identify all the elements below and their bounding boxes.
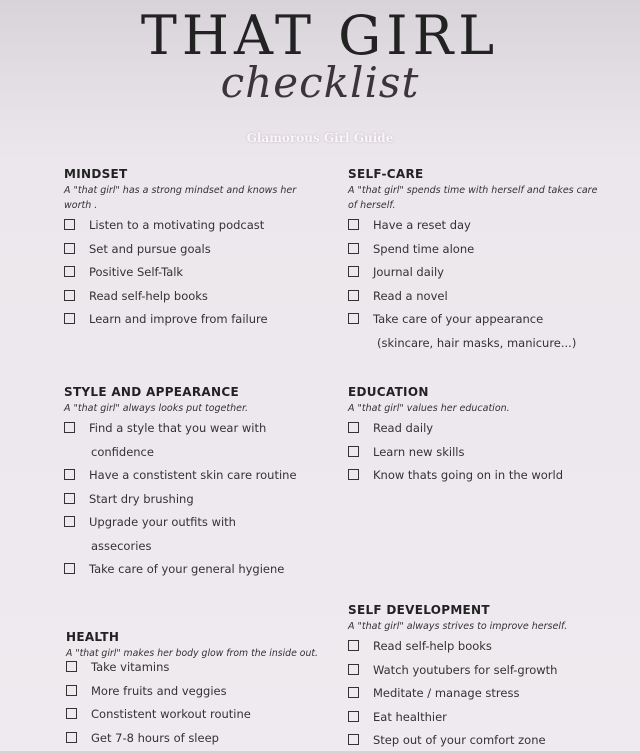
- checklist-item[interactable]: [64, 261, 314, 285]
- checkbox[interactable]: [348, 687, 359, 698]
- checklist-item[interactable]: [348, 635, 618, 659]
- checkbox[interactable]: [64, 563, 75, 574]
- section-health: [66, 628, 336, 750]
- checklist-item[interactable]: [64, 417, 324, 441]
- item-label: More fruits and veggies: [91, 683, 227, 698]
- checkbox[interactable]: [348, 664, 359, 675]
- checklist-item[interactable]: [348, 308, 618, 332]
- item-label: Watch youtubers for self-growth: [373, 662, 558, 677]
- checklist-item[interactable]: [348, 464, 618, 488]
- section-style-appearance: [64, 383, 324, 582]
- checklist-item[interactable]: [66, 680, 336, 704]
- item-label: Read a novel: [373, 288, 448, 303]
- checkbox[interactable]: [348, 469, 359, 480]
- item-label: Take care of your general hygiene: [89, 562, 285, 576]
- item-label: Constistent workout routine: [91, 707, 251, 721]
- checklist-item[interactable]: [348, 682, 618, 706]
- checkbox[interactable]: [348, 422, 359, 433]
- item-label: Have a reset day: [373, 218, 471, 232]
- section-heading: HEALTH: [66, 630, 120, 644]
- section-mindset: [64, 165, 314, 332]
- checklist-item[interactable]: [348, 214, 618, 238]
- item-label: Spend time alone: [373, 241, 475, 256]
- checklist-item[interactable]: [348, 285, 618, 309]
- item-label: Read self-help books: [89, 288, 208, 303]
- item-label: Step out of your comfort zone: [373, 733, 546, 747]
- checkbox[interactable]: [66, 661, 77, 672]
- item-label: Meditate / manage stress: [373, 686, 520, 700]
- checkbox[interactable]: [64, 422, 75, 433]
- checkbox[interactable]: [66, 685, 77, 696]
- item-label: Listen to a motivating podcast: [89, 218, 265, 232]
- section-self-care: [348, 165, 618, 355]
- checklist-item[interactable]: [348, 441, 618, 465]
- checklist-item[interactable]: [64, 558, 324, 582]
- item-label: Know thats going on in the world: [373, 468, 564, 482]
- section-description: A "that girl" always looks put together.: [64, 403, 249, 414]
- checkbox[interactable]: [348, 266, 359, 277]
- checklist-item[interactable]: [348, 729, 618, 753]
- checkbox[interactable]: [64, 219, 75, 230]
- section-heading: SELF DEVELOPMENT: [348, 603, 490, 617]
- checkbox[interactable]: [348, 313, 359, 324]
- checklist-item[interactable]: [64, 308, 314, 332]
- section-heading: STYLE AND APPEARANCE: [64, 385, 239, 399]
- checklist-item[interactable]: [64, 488, 324, 512]
- checkbox[interactable]: [348, 290, 359, 301]
- item-label: Journal daily: [373, 265, 444, 279]
- checklist-item[interactable]: [64, 511, 324, 535]
- section-heading: MINDSET: [64, 167, 128, 181]
- section-heading: SELF-CARE: [348, 167, 424, 181]
- checklist-item[interactable]: [64, 464, 324, 488]
- checkbox[interactable]: [66, 708, 77, 719]
- checkbox[interactable]: [64, 493, 75, 504]
- item-label: Positive Self-Talk: [89, 265, 184, 279]
- item-continuation: assecories: [91, 538, 152, 553]
- item-continuation: confidence: [91, 444, 154, 459]
- checklist-item[interactable]: [64, 238, 314, 262]
- checkbox[interactable]: [64, 469, 75, 480]
- checklist-item[interactable]: [66, 703, 336, 727]
- section-self-development: [348, 601, 618, 753]
- checklist-item[interactable]: [64, 214, 314, 238]
- item-label: Have a constistent skin care routine: [89, 468, 297, 482]
- checkbox[interactable]: [64, 290, 75, 301]
- section-description: A "that girl" spends time with herself and takes care of herself.: [348, 185, 598, 211]
- checkbox[interactable]: [348, 734, 359, 745]
- checkbox[interactable]: [64, 266, 75, 277]
- item-label: Find a style that you wear with: [89, 421, 267, 435]
- item-label: Start dry brushing: [89, 491, 194, 506]
- item-continuation: (skincare, hair masks, manicure...): [377, 335, 577, 350]
- checklist-item[interactable]: [348, 261, 618, 285]
- item-label: Take care of your appearance: [373, 312, 544, 326]
- checkbox[interactable]: [64, 243, 75, 254]
- checklist-item[interactable]: [66, 727, 336, 751]
- checkbox[interactable]: [64, 313, 75, 324]
- checkbox[interactable]: [348, 640, 359, 651]
- item-label: Learn and improve from failure: [89, 312, 268, 326]
- page-subtitle: checklist: [220, 58, 420, 107]
- section-description: A "that girl" has a strong mindset and knows her worth .: [64, 185, 297, 211]
- section-description: A "that girl" makes her body glow from the inside out.: [66, 648, 318, 659]
- checkbox[interactable]: [348, 446, 359, 457]
- checkbox[interactable]: [348, 711, 359, 722]
- item-label: Upgrade your outfits with: [89, 515, 236, 529]
- section-description: A "that girl" values her education.: [348, 403, 510, 414]
- section-education: [348, 383, 618, 488]
- checklist-item[interactable]: [348, 706, 618, 730]
- item-label: Get 7-8 hours of sleep: [91, 730, 219, 745]
- item-label: Eat healthier: [373, 709, 447, 724]
- section-heading: EDUCATION: [348, 385, 429, 399]
- checkbox[interactable]: [66, 732, 77, 743]
- checklist-item[interactable]: [348, 417, 618, 441]
- checkbox[interactable]: [348, 219, 359, 230]
- section-description: A "that girl" always strives to improve herself.: [348, 621, 568, 632]
- checkbox[interactable]: [348, 243, 359, 254]
- checklist-item[interactable]: [348, 659, 618, 683]
- checkbox[interactable]: [64, 516, 75, 527]
- item-label: Set and pursue goals: [89, 241, 211, 256]
- checklist-item[interactable]: [348, 238, 618, 262]
- page-title: THAT GIRL: [140, 4, 500, 67]
- checklist-item[interactable]: [64, 285, 314, 309]
- item-label: Take vitamins: [91, 660, 170, 674]
- item-label: Read self-help books: [373, 639, 492, 653]
- item-label: Read daily: [373, 421, 434, 435]
- guide-badge: Glamorous Girl Guide: [246, 131, 394, 145]
- item-label: Learn new skills: [373, 444, 465, 459]
